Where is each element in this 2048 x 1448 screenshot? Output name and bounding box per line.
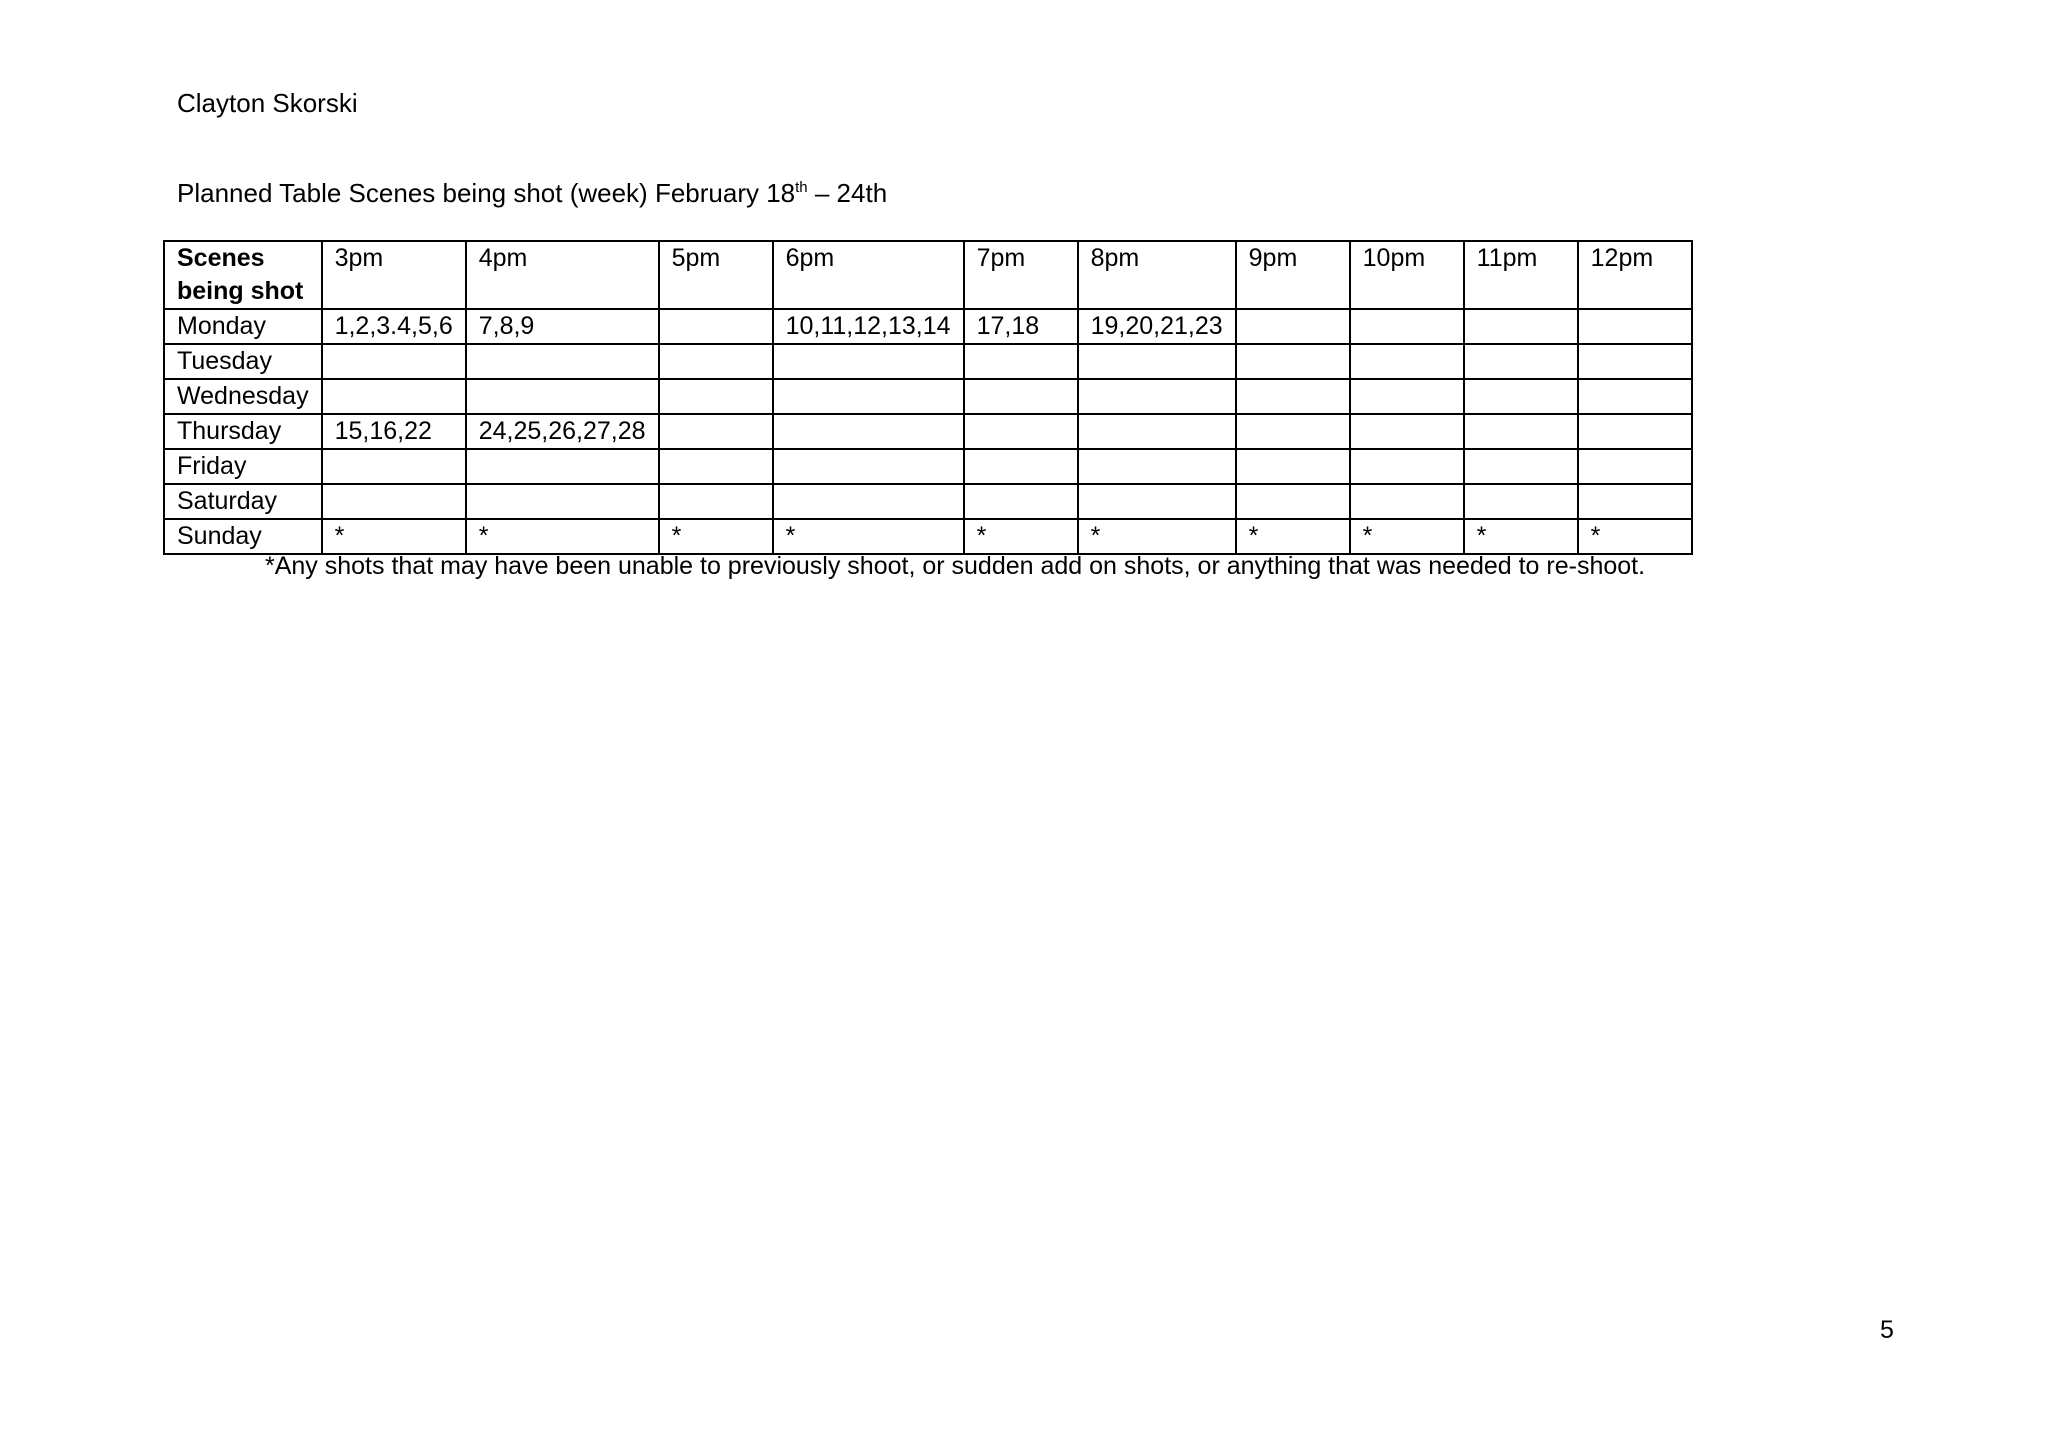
header-row [164, 241, 1692, 309]
title-text: Planned Table Scenes being shot (week) February 18 [177, 178, 796, 208]
table-cell [1236, 309, 1350, 344]
table-cell [659, 309, 773, 344]
table-cell [1464, 379, 1578, 414]
table-cell: * [1350, 519, 1464, 554]
time-header-cell: 7pm [964, 241, 1078, 309]
time-header-cell: 8pm [1078, 241, 1236, 309]
day-label-cell: Wednesday [164, 379, 322, 414]
table-cell: 17,18 [964, 309, 1078, 344]
table-cell [1464, 449, 1578, 484]
table-row [164, 484, 1692, 519]
day-label-cell: Sunday [164, 519, 322, 554]
table-cell [773, 344, 964, 379]
table-cell: * [964, 519, 1078, 554]
title-suffix: – 24th [807, 178, 888, 208]
table-cell: * [659, 519, 773, 554]
table-cell: 24,25,26,27,28 [466, 414, 659, 449]
table-cell [659, 344, 773, 379]
table-cell [466, 449, 659, 484]
table-cell [1350, 379, 1464, 414]
table-cell [1078, 484, 1236, 519]
table-cell: * [1464, 519, 1578, 554]
table-cell [773, 414, 964, 449]
table-cell [1578, 414, 1692, 449]
table-cell [1078, 379, 1236, 414]
table-cell [1078, 414, 1236, 449]
time-header-cell: 5pm [659, 241, 773, 309]
table-cell [322, 449, 466, 484]
table-cell [1578, 309, 1692, 344]
table-cell [322, 344, 466, 379]
table-cell [1236, 414, 1350, 449]
time-header-cell: 6pm [773, 241, 964, 309]
table-cell [1078, 449, 1236, 484]
table-cell [1236, 344, 1350, 379]
day-label-cell: Friday [164, 449, 322, 484]
corner-header-line2: being shot [177, 277, 304, 305]
table-cell [466, 344, 659, 379]
day-label-cell: Tuesday [164, 344, 322, 379]
time-header-cell: 11pm [1464, 241, 1578, 309]
table-cell: * [1078, 519, 1236, 554]
table-cell [773, 449, 964, 484]
table-row [164, 414, 1692, 449]
table-cell [1578, 344, 1692, 379]
time-header-cell: 12pm [1578, 241, 1692, 309]
table-cell [659, 484, 773, 519]
table-cell [1578, 484, 1692, 519]
page-number: 5 [1880, 1316, 1894, 1344]
time-header-cell: 4pm [466, 241, 659, 309]
table-cell [1578, 449, 1692, 484]
table-cell [964, 344, 1078, 379]
table-cell [964, 449, 1078, 484]
schedule-table [163, 240, 1693, 555]
table-cell [466, 379, 659, 414]
table-cell [773, 484, 964, 519]
table-cell: * [773, 519, 964, 554]
table-row [164, 344, 1692, 379]
table-cell [1578, 379, 1692, 414]
time-header-cell: 10pm [1350, 241, 1464, 309]
table-row [164, 379, 1692, 414]
table-cell [659, 414, 773, 449]
table-row [164, 449, 1692, 484]
table-cell: * [1578, 519, 1692, 554]
footnote: *Any shots that may have been unable to previously shoot, or sudden add on shots, or anything that was needed to re-shoot. [265, 552, 1646, 580]
time-header-cell: 3pm [322, 241, 466, 309]
table-cell: * [466, 519, 659, 554]
table-cell [466, 484, 659, 519]
table-cell [1350, 449, 1464, 484]
table-cell [1464, 484, 1578, 519]
author-name: Clayton Skorski [177, 88, 358, 118]
table-cell: 10,11,12,13,14 [773, 309, 964, 344]
table-cell: * [322, 519, 466, 554]
table-cell [1350, 414, 1464, 449]
table-cell [322, 484, 466, 519]
table-cell [1236, 449, 1350, 484]
table-cell [964, 484, 1078, 519]
table-cell [1350, 344, 1464, 379]
table-cell [964, 414, 1078, 449]
table-cell [322, 379, 466, 414]
table-cell: 19,20,21,23 [1078, 309, 1236, 344]
table-cell [773, 379, 964, 414]
day-label-cell: Monday [164, 309, 322, 344]
table-cell [1236, 379, 1350, 414]
table-cell: 7,8,9 [466, 309, 659, 344]
table-cell [1078, 344, 1236, 379]
table-cell: 15,16,22 [322, 414, 466, 449]
table-row [164, 309, 1692, 344]
table-cell [1464, 309, 1578, 344]
table-cell: 1,2,3.4,5,6 [322, 309, 466, 344]
table-cell [1236, 484, 1350, 519]
title-superscript: th [795, 179, 808, 196]
time-header-cell: 9pm [1236, 241, 1350, 309]
table-cell: * [1236, 519, 1350, 554]
table-cell [1350, 309, 1464, 344]
table-row [164, 519, 1692, 554]
corner-header-line1: Scenes [177, 244, 265, 272]
day-label-cell: Thursday [164, 414, 322, 449]
table-cell [1464, 414, 1578, 449]
day-label-cell: Saturday [164, 484, 322, 519]
corner-header-cell [164, 241, 322, 309]
page-title [177, 176, 887, 210]
table-cell [1464, 344, 1578, 379]
table-cell [659, 449, 773, 484]
table-cell [1350, 484, 1464, 519]
table-cell [659, 379, 773, 414]
table-cell [964, 379, 1078, 414]
